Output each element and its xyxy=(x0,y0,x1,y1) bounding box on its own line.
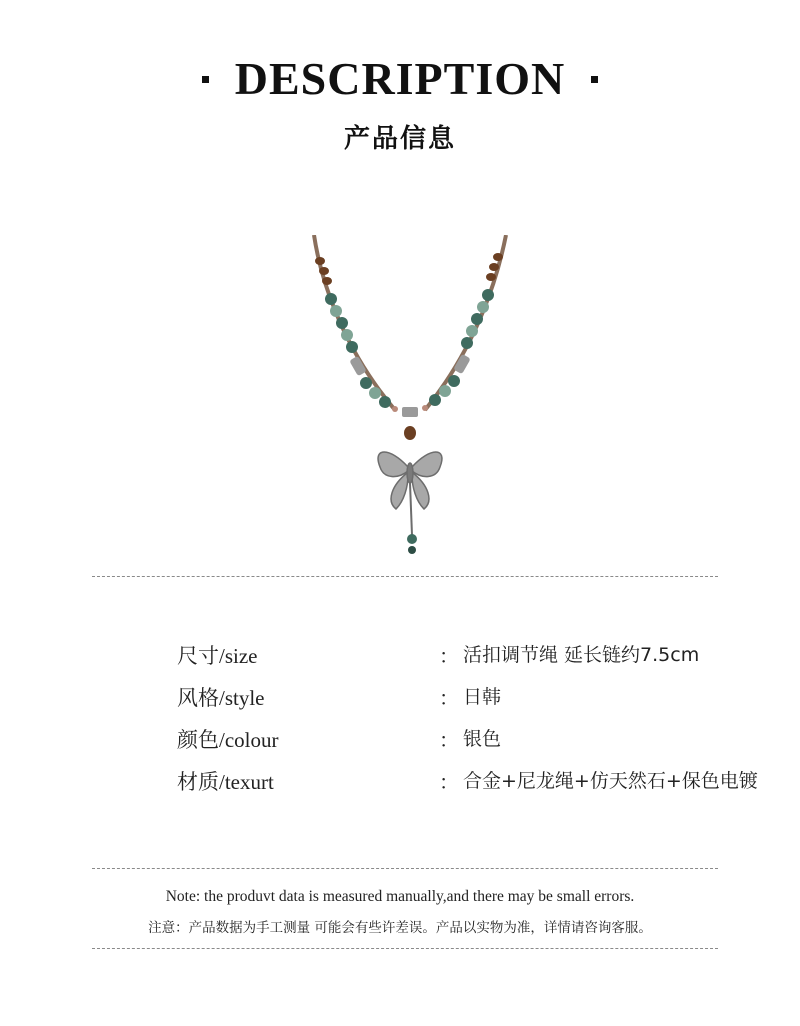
spec-row-size xyxy=(177,640,797,682)
product-image xyxy=(300,235,520,565)
left-beads xyxy=(325,293,398,412)
spec-table xyxy=(177,640,797,808)
spec-separator: ： xyxy=(439,728,459,752)
spec-value-colour: 银色 xyxy=(463,728,502,750)
note-chinese: 注意：产品数据为手工测量 可能会有些许差误。产品以实物为准，详情请咨询客服。 xyxy=(148,920,652,936)
pendant-end-bead xyxy=(408,546,416,554)
page-title: DESCRIPTION xyxy=(234,53,566,104)
spec-label-size: 尺寸/size xyxy=(177,644,258,668)
title-left-dot xyxy=(202,76,209,83)
center-knot xyxy=(404,426,416,440)
right-knots xyxy=(486,253,503,281)
spec-row-style xyxy=(177,682,797,724)
spec-label-colour: 颜色/colour xyxy=(177,728,279,752)
spec-label-material: 材质/texurt xyxy=(177,770,274,794)
bail xyxy=(402,407,418,417)
spec-row-material xyxy=(177,766,797,808)
spec-value-size: 活扣调节绳 延长链约7.5cm xyxy=(463,644,700,666)
divider-middle xyxy=(92,868,718,869)
right-beads xyxy=(422,289,494,411)
divider-bottom xyxy=(92,948,718,949)
pendant-bead xyxy=(407,534,417,544)
spec-value-style: 日韩 xyxy=(463,686,502,708)
title-right-dot xyxy=(591,76,598,83)
title-row xyxy=(0,52,800,106)
spec-separator: ： xyxy=(439,686,459,710)
left-cord xyxy=(314,235,395,410)
spec-label-style: 风格/style xyxy=(177,686,265,710)
spec-separator: ： xyxy=(439,644,459,668)
note-english: Note: the produvt data is measured manually,and there may be small errors. xyxy=(165,888,635,905)
page-subtitle: 产品信息 xyxy=(343,124,456,154)
left-knots xyxy=(315,257,332,285)
necklace-illustration xyxy=(300,235,520,565)
spec-row-colour xyxy=(177,724,797,766)
spec-separator: ： xyxy=(439,770,459,794)
header xyxy=(0,52,800,155)
pendant-chain xyxy=(410,483,412,535)
spec-value-material: 合金+尼龙绳+仿天然石+保色电镀 xyxy=(463,770,758,792)
right-cord xyxy=(425,235,506,410)
divider-top xyxy=(92,576,718,577)
